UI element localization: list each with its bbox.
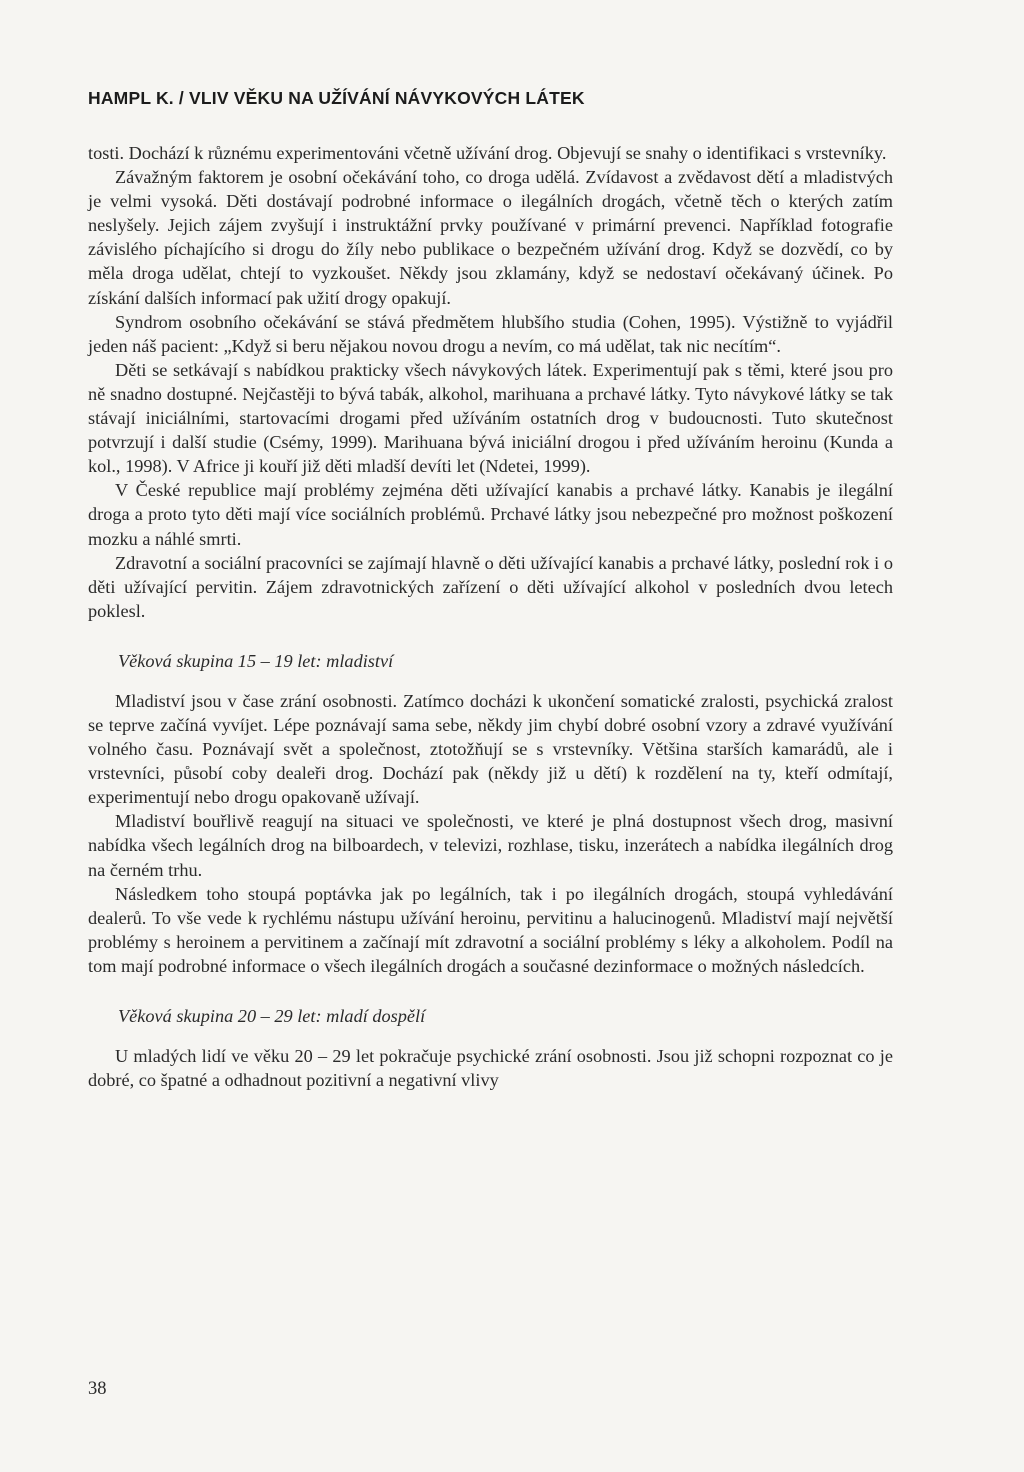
document-page bbox=[88, 88, 893, 1092]
paragraph: Syndrom osobního očekávání se stává předmětem hlubšího studia (Cohen, 1995). Výstižně to vyjádřil jeden náš pacient: „Když si beru nějakou novou drogu a nevím, co má udělat, tak nic necítím“. bbox=[88, 311, 893, 356]
paragraph: U mladých lidí ve věku 20 – 29 let pokračuje psychické zrání osobnosti. Jsou již schopni rozpoznat co je dobré, co špatné a odhadnout pozitivní a negativní vlivy bbox=[88, 1046, 893, 1091]
paragraph: V České republice mají problémy zejména děti užívající kanabis a prchavé látky. Kanabis je ilegální droga a proto tyto děti mají více sociálních problémů. Prchavé látky jsou nebezpečné pro možnost poškození mozku a náhlé smrti. bbox=[88, 480, 893, 549]
paragraph: tosti. Dochází k různému experimentováni včetně užívání drog. Objevují se snahy o identifikaci s vrstevníky. bbox=[88, 143, 887, 163]
paragraph: Závažným faktorem je osobní očekávání toho, co droga udělá. Zvídavost a zvědavost dětí a mladistvých je velmi vysoká. Děti dostávají podrobné informace o ilegálních drogách, včetně těch o kterých zatím neslyšely. Jejich zájem zvyšují i instruktážní prvky používané v primární prevenci. Například fotografie závislého píchajícího si drogu do žíly nebo publikace o bezpečném užívání drog. Když se dozvědí, co by měla droga udělat, chtejí to vyzkoušet. Někdy jsou zklamány, když se nedostaví očekávaný účinek. Po získání dalších informací pak užití drogy opakují. bbox=[88, 167, 893, 308]
page-number: 38 bbox=[88, 1379, 107, 1399]
section-heading-mladistvi: Věková skupina 15 – 19 let: mladiství bbox=[118, 650, 394, 671]
section-1-body bbox=[88, 141, 893, 623]
section-2-body bbox=[88, 689, 893, 978]
section-heading-mladi-dospeli: Věková skupina 20 – 29 let: mladí dospělí bbox=[118, 1006, 426, 1026]
paragraph: Následkem toho stoupá poptávka jak po legálních, tak i po ilegálních drogách, stoupá vyhledávání dealerů. To vše vede k rychlému nástupu užívání heroinu, pervitinu a halucinogenů. Mladiství mají největší problémy s heroinem a pervitinem a začínají mít zdravotní a sociální problémy s léky a alkoholem. Podíl na tom mají podrobné informace o všech ilegálních drogách a současné dezinformace o možných následcích. bbox=[88, 883, 893, 976]
running-head: HAMPL K. / VLIV VĚKU NA UŽÍVÁNÍ NÁVYKOVÝCH LÁTEK bbox=[88, 88, 585, 108]
paragraph: Zdravotní a sociální pracovníci se zajímají hlavně o děti užívající kanabis a prchavé látky, poslední rok i o děti užívající pervitin. Zájem zdravotnických zařízení o děti užívající alkohol v posledních dvou letech poklesl. bbox=[88, 552, 893, 621]
paragraph: Mladiství bouřlivě reagují na situaci ve společnosti, ve které je plná dostupnost všech drog, masivní nabídka všech legálních drog na bilboardech, v televizi, rozhlase, tisku, inzerátech a nabídka ilegálních drog na černém trhu. bbox=[88, 811, 893, 880]
paragraph: Děti se setkávají s nabídkou prakticky všech návykových látek. Experimentují pak s těmi, které jsou pro ně snadno dostupné. Nejčastěji to bývá tabák, alkohol, marihuana a prchavé látky. Tyto návykové látky se tak stávají iniciálními, startovacími drogami před užíváním ostatních drog v budoucnosti. Tuto skutečnost potvrzují i další studie (Csémy, 1999). Marihuana bývá iniciální drogou i před užíváním heroinu (Kunda a kol., 1998). V Africe ji kouří již děti mladší devíti let (Ndetei, 1999). bbox=[88, 359, 893, 477]
paragraph: Mladiství jsou v čase zrání osobnosti. Zatímco docházi k ukončení somatické zralosti, psychická zralost se teprve začíná vyvíjet. Lépe poznávají sama sebe, někdy jim chybí dobré osobní vzory a zdravé využívání volného času. Poznávají svět a společnost, ztotožňují se s vrstevníky. Většina starších kamarádů, ale i vrstevníci, působí coby dealeři drog. Dochází pak (někdy již u dětí) k rozdělení na ty, kteří odmítají, experimentují nebo drogu opakovaně užívají. bbox=[88, 690, 893, 808]
section-3-body bbox=[88, 1044, 893, 1092]
